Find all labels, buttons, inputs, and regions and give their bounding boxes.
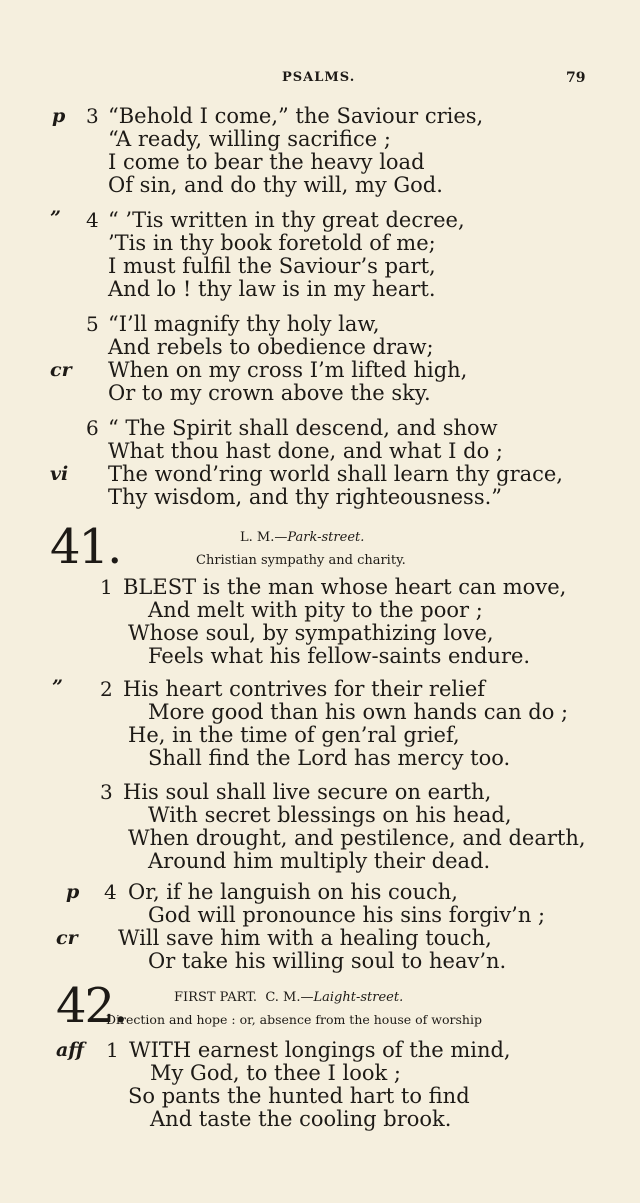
verse-line: Shall find the Lord has mercy too. [148,746,511,770]
verse-line: “ The Spirit shall descend, and show [108,416,498,440]
verse-line: ’Tis in thy book foretold of me; [108,231,436,255]
verse-line: He, in the time of gen’ral grief, [128,723,460,747]
hymn-subject: Christian sympathy and charity. [196,553,406,568]
verse-line: And taste the cooling brook. [150,1107,452,1131]
meter: C. M.— [265,990,314,1005]
dynamic-mark: aff [56,1039,85,1061]
dynamic-mark: ” [52,676,63,698]
dynamic-mark: ” [50,207,61,229]
stanza-number: 3 [100,780,113,804]
verse-line: When drought, and pestilence, and dearth, [128,826,586,850]
hymn-meter-tune [240,530,364,546]
stanza-number: 3 [86,104,99,128]
hymn-subject: Direction and hope : or, absence from the house of worship [106,1012,482,1027]
stanza-number: 4 [104,880,117,904]
stanza-number: 1 [106,1038,119,1062]
page-number: 79 [566,70,586,86]
hymn-meter-tune [174,990,403,1006]
part-label: FIRST PART. [174,990,258,1005]
verse-line: WITH earnest longings of the mind, [129,1038,511,1062]
verse-line: “Behold I come,” the Saviour cries, [108,104,484,128]
verse-line: Thy wisdom, and thy righteousness.” [108,485,503,509]
verse-line: “ ’Tis written in thy great decree, [108,208,465,232]
verse-line: Of sin, and do thy will, my God. [108,173,443,197]
verse-line: “I’ll magnify thy holy law, [108,312,380,336]
verse-line: Around him multiply their dead. [148,849,491,873]
stanza-number: 2 [100,677,113,701]
verse-line: “A ready, willing sacrifice ; [108,127,391,151]
dynamic-mark: vi [50,463,69,485]
stanza-number: 1 [100,575,113,599]
stanza-number: 5 [86,312,99,336]
dynamic-mark: cr [50,359,72,381]
tune-name: Laight-street. [313,990,404,1005]
tune-name: Park-street. [287,530,365,545]
verse-line: With secret blessings on his head, [148,803,512,827]
verse-line: Or take his willing soul to heav’n. [148,949,507,973]
verse-line: Whose soul, by sympathizing love, [128,621,494,645]
verse-line: What thou hast done, and what I do ; [108,439,503,463]
verse-line: More good than his own hands can do ; [148,700,569,724]
verse-line: So pants the hunted hart to find [128,1084,470,1108]
hymn-number: 42. [56,978,127,1034]
stanza-number: 6 [86,416,99,440]
dynamic-mark: p [52,105,66,127]
verse-line: And lo ! thy law is in my heart. [108,277,436,301]
verse-line: I come to bear the heavy load [108,150,425,174]
stanza-number: 4 [86,208,99,232]
hymn-number: 41. [50,519,121,575]
verse-line: His soul shall live secure on earth, [123,780,492,804]
verse-line: BLEST is the man whose heart can move, [123,575,567,599]
verse-line: His heart contrives for their relief [123,677,486,701]
verse-line: When on my cross I’m lifted high, [108,358,468,382]
verse-line: Or to my crown above the sky. [108,381,431,405]
verse-line: Feels what his fellow-saints endure. [148,644,531,668]
verse-line: I must fulfil the Saviour’s part, [108,254,436,278]
running-head: PSALMS. [282,70,356,85]
verse-line: God will pronounce his sins forgiv’n ; [148,903,546,927]
dynamic-mark: cr [56,927,78,949]
dynamic-mark: p [66,881,80,903]
verse-line: The wond’ring world shall learn thy grace, [108,462,563,486]
verse-line: Or, if he languish on his couch, [128,880,458,904]
verse-line: And rebels to obedience draw; [108,335,434,359]
meter: L. M.— [240,530,288,545]
verse-line: And melt with pity to the poor ; [148,598,483,622]
verse-line: My God, to thee I look ; [150,1061,401,1085]
verse-line: Will save him with a healing touch, [118,926,492,950]
